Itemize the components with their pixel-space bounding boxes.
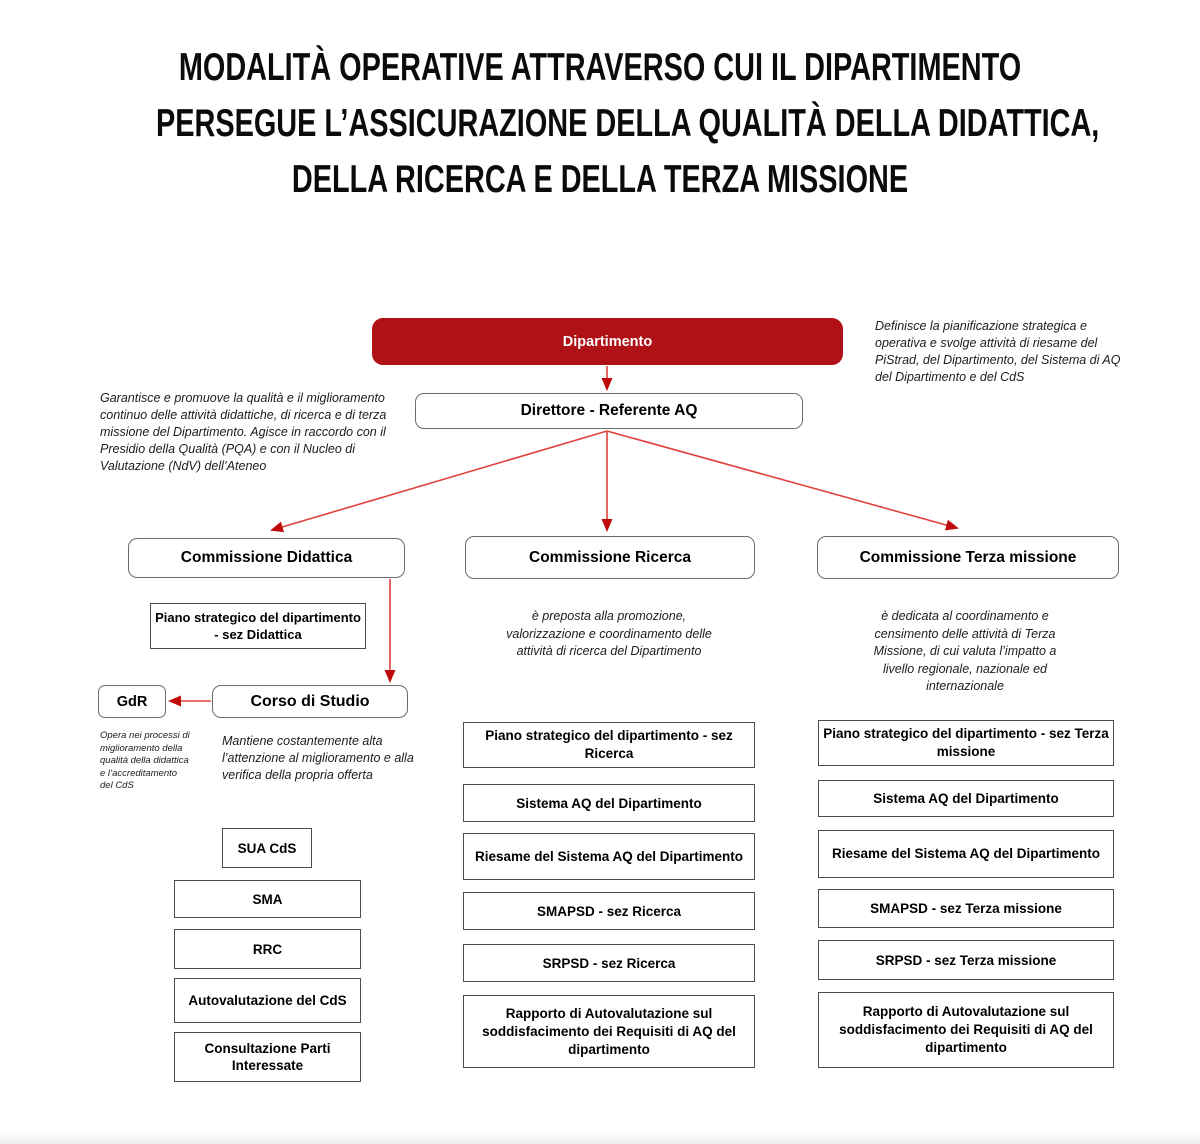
- dipartimento-note-right: Definisce la pianificazione strategica e operativa e svolge attività di riesame del PiStrad, del Dipartimento, del Sistema di AQ del Dipartimento e del CdS: [875, 319, 1121, 384]
- direttore-box: [415, 393, 803, 429]
- piano-didattica-box: Piano strategico del dipartimento - sez Didattica: [150, 603, 366, 649]
- dipartimento-label: Dipartimento: [562, 333, 653, 350]
- didattica-item-consultazione: Consultazione Parti Interessate: [174, 1032, 361, 1082]
- page-title: [156, 40, 1100, 208]
- corso-note: Mantiene costantemente alta l’attenzione al miglioramento e alla verifica della propria offerta: [222, 734, 414, 782]
- ricerca-item-rapporto: Rapporto di Autovalutazione sul soddisfacimento dei Requisiti di AQ del dipartimento: [463, 995, 755, 1068]
- ricerca-description: è preposta alla promozione, valorizzazione e coordinamento delle attività di ricerca del Dipartimento: [506, 609, 712, 658]
- commissione-didattica-box: [128, 538, 405, 578]
- ricerca-item-piano: Piano strategico del dipartimento - sez Ricerca: [463, 722, 755, 768]
- screenshot-bottom-edge: [0, 1130, 1200, 1144]
- terza-item-smapsd: SMAPSD - sez Terza missione: [818, 889, 1114, 928]
- commissione-ricerca-label: Commissione Ricerca: [529, 548, 691, 566]
- corso-di-studio-box: Corso di Studio: [212, 685, 408, 718]
- commissione-ricerca-box: [465, 536, 755, 579]
- ricerca-item-sistema-aq: Sistema AQ del Dipartimento: [463, 784, 755, 822]
- terza-description: è dedicata al coordinamento e censimento delle attività di Terza Missione, di cui valuta l’impatto a livello regionale, nazionale ed internazionale: [873, 609, 1057, 693]
- gdr-note: Opera nei processi di miglioramento della qualità della didattica e l’accreditamento del CdS: [100, 730, 190, 791]
- ricerca-item-smapsd: SMAPSD - sez Ricerca: [463, 892, 755, 930]
- didattica-item-rrc: RRC: [174, 929, 361, 969]
- didattica-item-sua-cds: SUA CdS: [222, 828, 312, 868]
- arrow-direttore-terza: [607, 431, 957, 528]
- terza-item-riesame: Riesame del Sistema AQ del Dipartimento: [818, 830, 1114, 878]
- dipartimento-box: [372, 318, 843, 365]
- terza-item-rapporto: Rapporto di Autovalutazione sul soddisfacimento dei Requisiti di AQ del dipartimento: [818, 992, 1114, 1068]
- terza-item-srpsd: SRPSD - sez Terza missione: [818, 940, 1114, 980]
- terza-item-sistema-aq: Sistema AQ del Dipartimento: [818, 780, 1114, 817]
- commissione-didattica-label: Commissione Didattica: [180, 549, 353, 566]
- gdr-box: GdR: [98, 685, 166, 718]
- didattica-item-sma: SMA: [174, 880, 361, 918]
- ricerca-item-riesame: Riesame del Sistema AQ del Dipartimento: [463, 833, 755, 880]
- terza-item-piano: Piano strategico del dipartimento - sez Terza missione: [818, 720, 1114, 766]
- page-title-line3: DELLA RICERCA E DELLA TERZA MISSIONE: [291, 158, 909, 201]
- commissione-terza-label: Commissione Terza missione: [859, 548, 1077, 566]
- direttore-label: Direttore - Referente AQ: [520, 402, 698, 419]
- dipartimento-note-left: Garantisce e promuove la qualità e il miglioramento continuo delle attività didattiche, di ricerca e di terza missione del Dipartimento. Agisce in raccordo con il Presidio della Qualità (PQA) e con il Nucleo di Valutazione (NdV) dell’Ateneo: [100, 391, 387, 473]
- page-title-line2: PERSEGUE L’ASSICURAZIONE DELLA QUALITÀ DELLA DIDATTICA,: [156, 102, 1100, 145]
- commissione-terza-box: [817, 536, 1119, 579]
- page-title-line1: MODALITÀ OPERATIVE ATTRAVERSO CUI IL DIPARTIMENTO: [178, 46, 1022, 89]
- didattica-item-autovalutazione: Autovalutazione del CdS: [174, 978, 361, 1023]
- ricerca-item-srpsd: SRPSD - sez Ricerca: [463, 944, 755, 982]
